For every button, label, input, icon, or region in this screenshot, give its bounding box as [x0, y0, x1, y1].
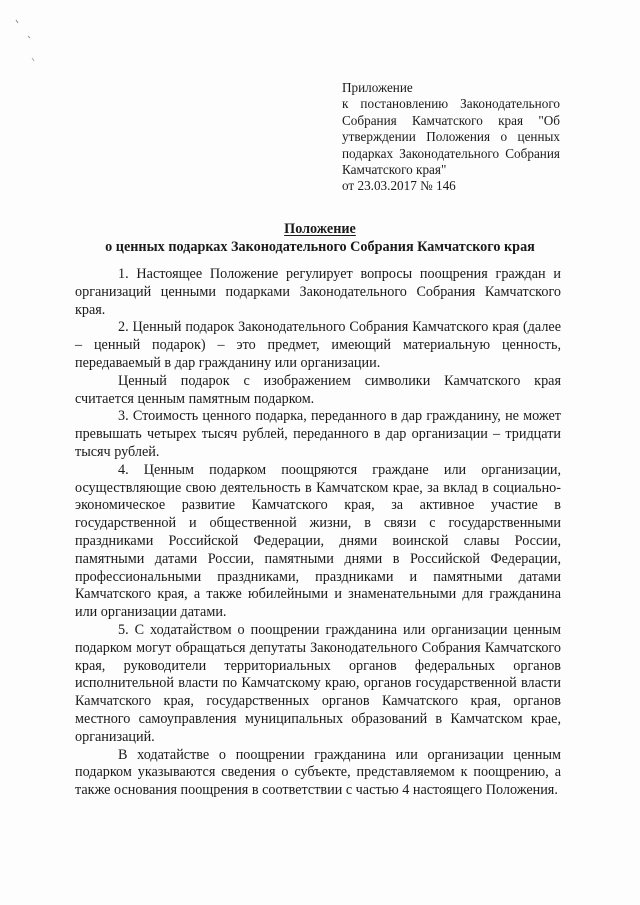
paragraph-5: 5. С ходатайством о поощрении гражданина или организации ценным подарком могут обращаться депутаты Законодательного Собрания Камчатского края, руководители территориальных органов федеральных органов исполнительной власти по Камчатскому краю, органов государственной власти Камчатского края, государственных органов Камчатского края, органов местного самоуправления муниципальных образований в Камчатском крае, организаций. [75, 621, 561, 745]
scan-artifact-marks [14, 18, 36, 68]
document-body [75, 266, 561, 800]
appendix-text: к постановлению Законодательного Собрания Камчатского края "Об утверждении Положения о ценных подарках Законодательного Собрания Камчатского края" [342, 96, 560, 178]
appendix-date-number: от 23.03.2017 № 146 [342, 178, 456, 194]
paragraph-2-note: Ценный подарок с изображением символики Камчатского края считается ценным памятным подарком. [75, 372, 561, 407]
paragraph-4: 4. Ценным подарком поощряются граждане или организации, осуществляющие свою деятельность в Камчатском крае, за вклад в социально-экономическое развитие Камчатского края, за активное участие в государственной и общественной жизни, в связи с государственными праздниками Российской Федерации, днями воинской славы России, памятными датами России, памятными днями в Российской Федерации, профессиональными праздниками, праздниками и памятными датами Камчатского края, а также юбилейными и знаменательными для гражданина или организации датами. [75, 461, 561, 621]
appendix-label: Приложение [342, 80, 413, 95]
paragraph-2: 2. Ценный подарок Законодательного Собрания Камчатского края (далее – ценный подарок) – это предмет, имеющий материальную ценность, передаваемый в дар гражданину или организации. [75, 319, 561, 371]
appendix-block [342, 80, 560, 195]
document-subtitle: о ценных подарках Законодательного Собрания Камчатского края [105, 238, 535, 255]
document-title-block [60, 221, 580, 256]
document-title: Положение [284, 221, 356, 237]
paragraph-5-note: В ходатайстве о поощрении гражданина или организации ценным подарком указываются сведения о субъекте, представляемом к поощрению, а также основания поощрения в соответствии с частью 4 настоящего Положения. [75, 746, 561, 799]
paragraph-1: 1. Настоящее Положение регулирует вопросы поощрения граждан и организаций ценными подарками Законодательного Собрания Камчатского края. [75, 266, 561, 318]
paragraph-3: 3. Стоимость ценного подарка, переданного в дар гражданину, не может превышать четырех тысяч рублей, переданного в дар организации – тридцати тысяч рублей. [75, 408, 561, 460]
